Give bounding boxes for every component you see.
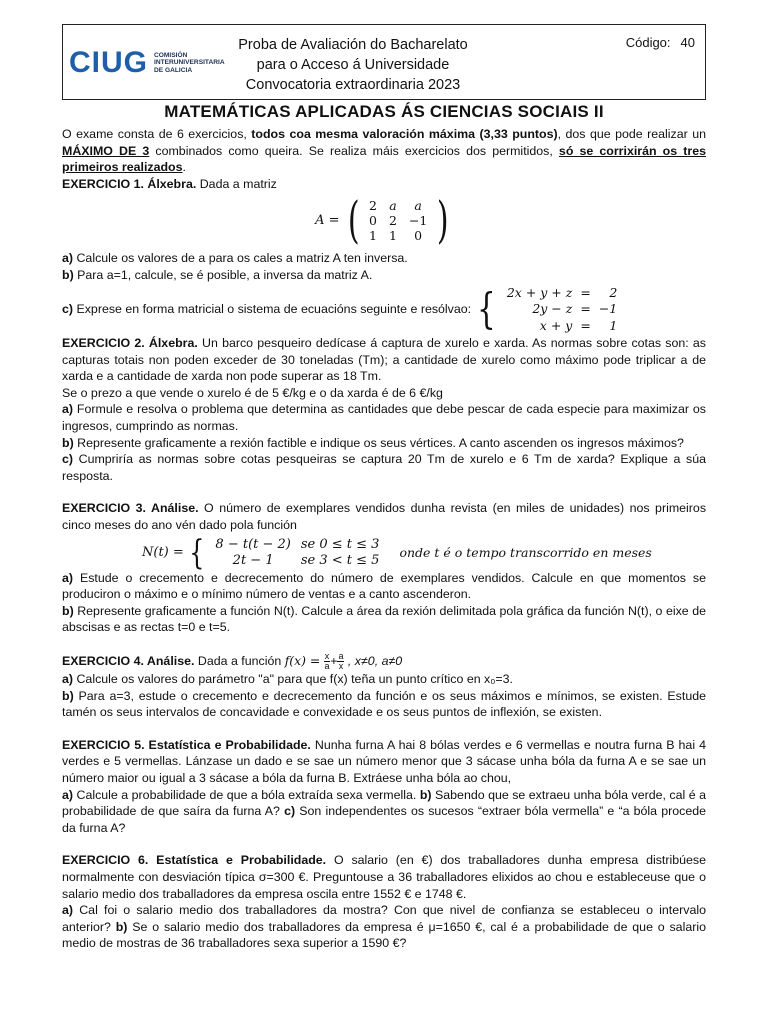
header-line-3: Convocatoria extraordinaria 2023	[245, 77, 461, 93]
exercise-1-c: c) Exprese en forma matricial o sistema de ecuacións seguinte e resólvao: { 2x + y + z = 2 2y − z = −1 x + y = 1	[62, 284, 706, 336]
ciug-logo	[69, 46, 225, 79]
logo-mark: CIUG	[69, 46, 148, 79]
exercise-1-heading: EXERCICIO 1. Álxebra. Dada a matriz	[62, 176, 277, 191]
exercise-2-c: c) Cumpriría as normas sobre cotas pesqueiras se captura 20 Tm de xurelo e 6 Tm de xarda? Explique a súa resposta.	[62, 452, 706, 483]
exam-code: Código: 40	[625, 35, 695, 50]
exercise-5-questions: a) Calcule a probabilidade de que a bóla extraída sexa vermella. b) Sabendo que se extraeu unha bóla verde, cal é a probabilidade de que saíra da furna A? c) Son independentes os sucesos “extraer bóla vermella” e “a bóla procede da furna A?	[62, 787, 707, 835]
exercise-2-b: b) Represente graficamente a rexión factible e indique os seus vértices. A canto ascenden os ingresos máximos?	[62, 435, 684, 450]
equation-system: 2x + y + z = 2 2y − z = −1 x + y = 1	[506, 284, 618, 333]
exercise-2-a: a) Formule e resolva o problema que determina as cantidades que debe pescar de cada especie para maximizar os ingresos, cumprindo as normas.	[62, 402, 706, 434]
exam-header	[62, 24, 706, 100]
header-lines	[213, 35, 493, 95]
exercise-5-statement: EXERCICIO 5. Estatística e Probabilidade. Nunha furna A hai 8 bólas verdes e 6 vermellas e noutra furna B hai 4 verdes e 5 vermellas. Lánzase un dado e se sae un número menor que 3 sácase unha bóla da furna A e se sae un número maior ou igual a 3 sácase a bóla da furna B. Extráese unha bóla ao chou,	[62, 737, 706, 785]
exercise-1-b: b) Para a=1, calcule, se é posible, a inversa da matriz A.	[62, 267, 373, 282]
exercise-3-b: b) Represente graficamente a función N(t). Calcule a área da rexión delimitada pola gráfica da función N(t), o eixe de abscisas e as rectas t=0 e t=5.	[62, 603, 706, 635]
exercise-6-questions: a) Cal foi o salario medio dos traballadores da mostra? Con que nivel de confianza se estableceu o intervalo anterior? b) Se o salario medio dos traballadores da empresa é μ=1650 €, cal é a probabilidade de que o salario medio de mostras de 36 traballadores sexa superior a 1590 €?	[62, 903, 706, 951]
exercise-4-statement: EXERCICIO 4. Análise. Dada a función f(x) = $\frac{x}{a}$ + $\frac{a}{x}$ , x≠0, a≠0	[62, 650, 403, 671]
exercise-3-a: a) Estude o crecemento e decrecemento do número de exemplares vendidos. Calcule en que momentos se produciron o máximo e o mínimo número de ventas e a canto ascenderon.	[62, 570, 706, 602]
exam-title: MATEMÁTICAS APLICADAS ÁS CIENCIAS SOCIAIS II	[164, 102, 604, 121]
exercise-3-statement: EXERCICIO 3. Análise. O número de exemplares vendidos dunha revista (en miles de unidades) nos primeiros cinco meses do ano vén dado pola función	[62, 501, 707, 532]
intro-paragraph: O exame consta de 6 exercicios, todos coa mesma valoración máxima (3,33 puntos), dos que pode realizar un MÁXIMO DE 3 combinados como queira. Se realiza máis exercicios dos permitidos, só se corrixirán os tres primeiros realizados.	[62, 127, 706, 175]
exercise-1-a: a) Calcule os valores de a para os cales a matriz A ten inversa.	[62, 251, 408, 266]
piecewise-function: N(t) = { 8 − t(t − 2) se 0 ≤ t ≤ 3 2t − 1 se 3 < t ≤ 5 onde t é o tempo transcorrido en meses	[142, 532, 652, 573]
exercise-4-b: b) Para a=3, estude o crecemento e decrecemento da función e os seus máximos e mínimos, se existen. Estude tamén os seus intervalos de concavidade e convexidade e os seus puntos de inflexión, se existen.	[62, 688, 706, 720]
exercise-2-prices: Se o prezo a que vende o xurelo é de 5 €/kg e o da xarda é de 6 €/kg	[62, 385, 443, 400]
exercise-4-a: a) Calcule os valores do parámetro "a" para que f(x) teña un punto crítico en x₀=3.	[62, 671, 513, 686]
header-line-1: Proba de Avaliación do Bacharelato	[238, 37, 468, 53]
header-line-2: para o Acceso á Universidade	[256, 57, 450, 73]
exercise-6-statement: EXERCICIO 6. Estatística e Probabilidade. O salario (en €) dos traballadores dunha empresa distribúese normalmente con desviación típica σ=300 €. Preguntouse a 36 traballadores elixidos ao chou e estableceuse que o salario medio dos traballadores da empresa oscila entre 1552 € e 1748 €.	[62, 853, 706, 901]
exam-page	[62, 24, 706, 952]
logo-text: COMISIÓN INTERUNIVERSITARIA DE GALICIA	[154, 51, 225, 74]
matrix-a: A = ( 2 a a 0 2 −1 1 1 0 )	[315, 191, 449, 250]
exercise-2-statement: EXERCICIO 2. Álxebra. Un barco pesqueiro dedícase á captura de xurelo e xarda. As normas sobre cotas son: as capturas totais non poden exceder de 30 toneladas (Tm); a cantidade de xurelo como máximo pode triplicar a de xarda e a cantidade de xarda non pode superar as 18 Tm.	[62, 336, 706, 384]
